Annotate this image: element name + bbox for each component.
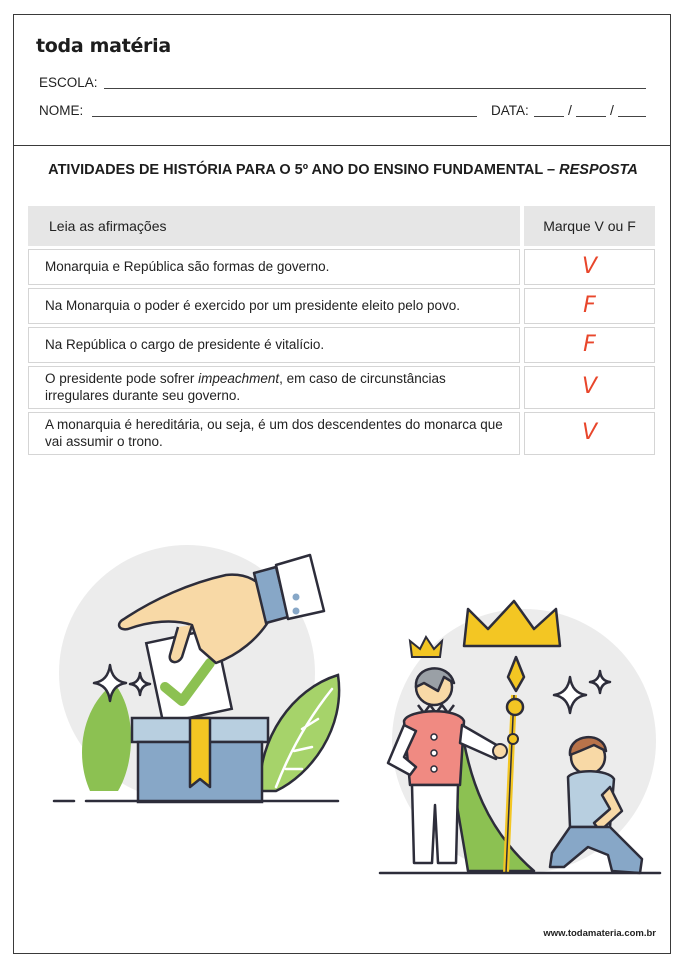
shirt-button [431,766,437,772]
answer-cell[interactable]: V [524,249,655,285]
logo: toda matéria [36,35,171,57]
shirt-button [431,750,437,756]
statement-cell [28,288,520,324]
large-crown-icon [464,601,560,646]
footer-url: www.todamateria.com.br [543,928,656,939]
king-hand [493,744,507,758]
statement-cell [28,327,520,363]
answer-cell[interactable]: V [524,366,655,409]
cuff-button [293,594,300,601]
date-day-line[interactable] [534,116,564,117]
king-legs [412,785,458,863]
page-title [14,162,672,178]
statement-cell [28,249,520,285]
name-line[interactable] [92,116,477,117]
subject-legs [550,827,642,873]
date-year-line[interactable] [618,116,646,117]
shirt-button [431,734,437,740]
statement-text [45,298,460,314]
statement-text [45,337,324,353]
school-line[interactable] [104,88,646,89]
date-label: DATA: [491,103,529,118]
table-header-answer: Marque V ou F [524,206,655,246]
statement-cell [28,366,520,409]
answer-cell[interactable]: F [524,288,655,324]
table-header-statement: Leia as afirmações [28,206,520,246]
worksheet-header [14,15,670,146]
answer-cell[interactable]: V [524,412,655,455]
statement-text-pre: Monarquia e República são formas de governo. [45,258,330,274]
king-small-crown-icon [410,637,442,657]
date-separator: / [610,102,614,118]
statement-text-pre: A monarquia é hereditária, ou seja, é um dos descendentes do monarca que vai assumir o trono. [45,417,503,449]
statement-text [45,371,507,403]
king-shirt [404,711,464,785]
school-label: ESCOLA: [39,75,98,90]
statement-text-em: impeachment [198,371,280,387]
scepter-orb [507,699,523,715]
voting-illustration [32,515,362,815]
statement-text-pre: Na República o cargo de presidente é vitalício. [45,336,325,352]
statement-text-pre: Na Monarquia o poder é exercido por um presidente eleito pelo povo. [45,297,461,313]
statement-text [45,259,329,275]
date-month-line[interactable] [576,116,606,117]
answer-cell[interactable]: F [524,327,655,363]
title-main: ATIVIDADES DE HISTÓRIA PARA O 5º ANO DO ENSINO FUNDAMENTAL – [48,162,560,178]
worksheet-page [13,14,671,954]
monarchy-illustration [364,591,664,881]
title-suffix: RESPOSTA [559,162,638,178]
name-label: NOME: [39,103,84,118]
statement-cell [28,412,520,455]
statement-text-pre: O presidente pode sofrer [45,371,199,387]
ballot-ribbon [190,718,210,787]
date-separator: / [568,102,572,118]
cuff-button [293,608,300,615]
statement-text [45,417,507,449]
scepter-ring [508,734,518,744]
statement-text-post: , em caso de circunstâncias irregulares durante seu governo. [45,371,446,403]
